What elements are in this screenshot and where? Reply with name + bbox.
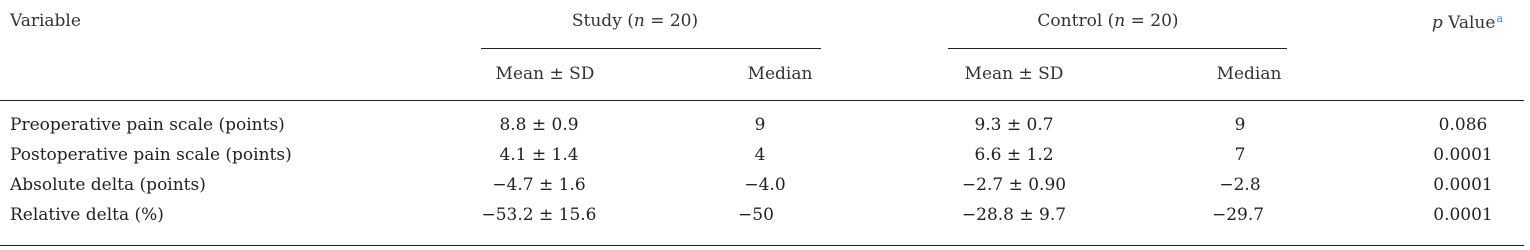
header-control-n: n — [1114, 11, 1126, 31]
table-bottom-rule — [0, 245, 1524, 246]
header-control-prefix: Control ( — [1037, 11, 1115, 31]
study-group-rule — [481, 48, 821, 49]
header-control-group — [1037, 13, 1178, 30]
row-4-control-median: −29.7 — [1211, 205, 1265, 225]
header-control-median: Median — [1216, 64, 1282, 84]
row-3-control-median: −2.8 — [1219, 175, 1261, 195]
row-3-control-mean-sd: −2.7 ± 0.90 — [961, 175, 1067, 195]
row-4-study-median: −50 — [738, 205, 774, 225]
row-4-variable: Relative delta (%) — [10, 205, 164, 225]
row-1-control-median: 9 — [1234, 115, 1246, 135]
row-2-study-median: 4 — [754, 145, 766, 165]
header-bottom-rule — [0, 100, 1524, 101]
header-study-prefix: Study ( — [571, 11, 634, 31]
row-3-variable: Absolute delta (points) — [10, 175, 206, 195]
row-2-control-median: 7 — [1234, 145, 1246, 165]
row-1-study-mean-sd: 8.8 ± 0.9 — [499, 115, 579, 135]
row-2-study-mean-sd: 4.1 ± 1.4 — [499, 145, 579, 165]
header-study-mean-sd: Mean ± SD — [495, 64, 595, 84]
header-study-suffix: = 20) — [644, 11, 699, 31]
header-study-n: n — [633, 11, 645, 31]
header-control-suffix: = 20) — [1125, 11, 1179, 31]
header-p-rest: Value — [1442, 13, 1496, 33]
header-control-mean-sd: Mean ± SD — [964, 64, 1064, 84]
row-3-p-value: 0.0001 — [1433, 175, 1493, 195]
header-p-value — [1432, 13, 1503, 32]
row-2-control-mean-sd: 6.6 ± 1.2 — [974, 145, 1054, 165]
row-2-variable: Postoperative pain scale (points) — [10, 145, 292, 165]
row-4-study-mean-sd: −53.2 ± 15.6 — [481, 205, 597, 225]
header-p-italic: p — [1431, 13, 1443, 33]
row-1-control-mean-sd: 9.3 ± 0.7 — [974, 115, 1054, 135]
footnote-marker: a — [1496, 12, 1503, 25]
row-1-variable: Preoperative pain scale (points) — [10, 115, 285, 135]
row-4-control-mean-sd: −28.8 ± 9.7 — [961, 205, 1067, 225]
row-3-study-median: −4.0 — [744, 175, 786, 195]
row-4-p-value: 0.0001 — [1433, 205, 1493, 225]
header-variable: Variable — [10, 11, 81, 31]
control-group-rule — [948, 48, 1287, 49]
row-1-p-value: 0.086 — [1438, 115, 1488, 135]
row-2-p-value: 0.0001 — [1433, 145, 1493, 165]
header-study-median: Median — [747, 64, 813, 84]
row-1-study-median: 9 — [754, 115, 766, 135]
row-3-study-mean-sd: −4.7 ± 1.6 — [492, 175, 586, 195]
header-study-group — [572, 13, 698, 30]
